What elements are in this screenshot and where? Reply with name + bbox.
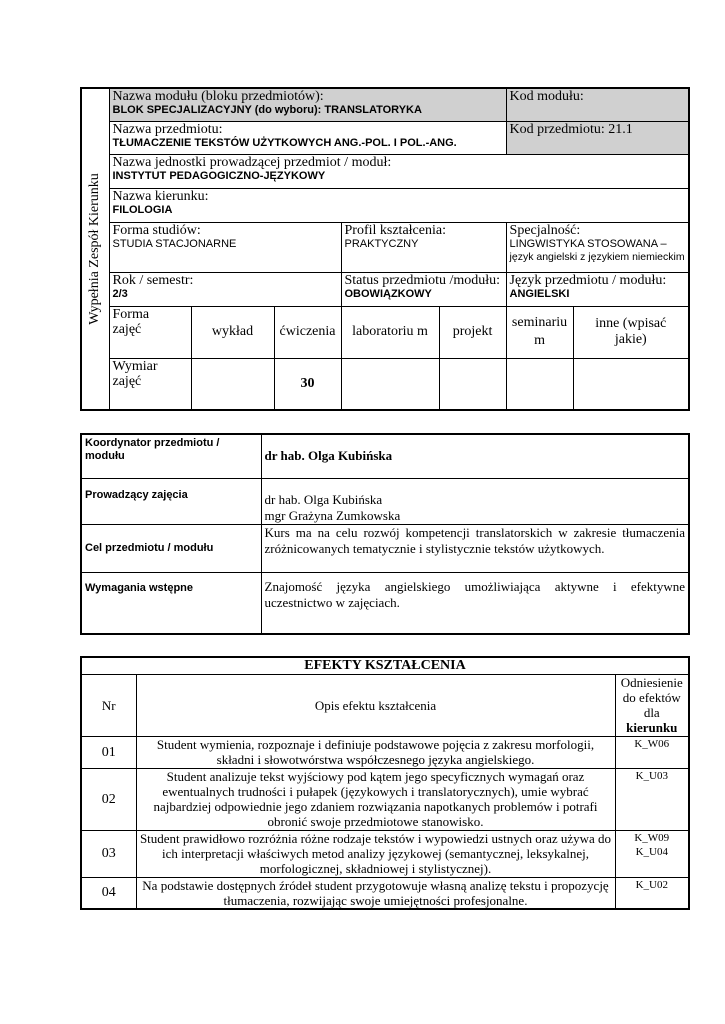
form-label-2: zajęć xyxy=(112,321,142,337)
hours-other xyxy=(573,358,689,410)
hours-seminar xyxy=(506,358,573,410)
form-label-cell xyxy=(109,306,191,358)
hours-label-1: Wymiar xyxy=(112,358,158,374)
side-label: Wypełnia Zespół Kierunku xyxy=(87,173,103,325)
coordinator-label: Koordynator przedmiotu / modułu xyxy=(81,434,261,478)
status-label: Status przedmiotu /modułu: xyxy=(344,272,501,288)
table-row xyxy=(81,736,689,768)
col-ref-header xyxy=(615,674,689,736)
hours-label-2: zajęć xyxy=(112,373,142,389)
requirements-value: Znajomość języka angielskiego umożliwiająca aktywne i efektywne uczestnictwo w zajęciach. xyxy=(261,572,689,634)
row-ref: K_U02 xyxy=(615,877,689,909)
goal-value: Kurs ma na celu rozwój kompetencji translatorskich w zakresie tłumaczenia zróżnicowanych tematycznie i stylistycznie tekstów użytkowych. xyxy=(261,524,689,572)
language-label: Język przedmiotu / modułu: xyxy=(509,272,667,288)
unit-value: INSTYTUT PEDAGOGICZNO-JĘZYKOWY xyxy=(112,169,326,182)
row-nr: 02 xyxy=(81,768,136,830)
year-value: 2/3 xyxy=(112,287,128,300)
language-cell xyxy=(506,272,689,306)
row-ref: K_W09 K_U04 xyxy=(615,830,689,877)
table-row xyxy=(81,768,689,830)
col-ref-label-1: Odniesienie do efektów dla xyxy=(620,675,683,720)
profile-cell xyxy=(341,222,506,272)
unit-cell xyxy=(109,154,689,188)
language-value: ANGIELSKI xyxy=(509,287,570,300)
module-name-value: BLOK SPECJALIZACYJNY (do wyboru): TRANSLATORYKA xyxy=(112,104,422,116)
row-ref: K_U03 xyxy=(615,768,689,830)
row-desc: Student prawidłowo rozróżnia różne rodzaje tekstów i wypowiedzi ustnych oraz używa do ich interpretacji właściwych metod analizy językowej (semantycznej, leksykalnej, morfologicznej, składniowej i stylistycznej). xyxy=(136,830,615,877)
row-nr: 01 xyxy=(81,736,136,768)
specialty-label: Specjalność: xyxy=(509,222,581,238)
effects-title: EFEKTY KSZTAŁCENIA xyxy=(81,657,689,674)
status-value: OBOWIĄZKOWY xyxy=(344,287,432,300)
row-desc: Student wymienia, rozpoznaje i definiuje podstawowe pojęcia z zakresu morfologii, składni i słowotwórstwa współczesnego języka angielskiego. xyxy=(136,736,615,768)
subject-name-cell xyxy=(109,121,506,154)
col-ref-label-2: kierunku xyxy=(626,720,678,735)
module-code-cell xyxy=(506,88,689,121)
status-cell xyxy=(341,272,506,306)
form-project: projekt xyxy=(439,306,506,358)
teacher-2: mgr Grażyna Zumkowska xyxy=(264,507,401,523)
specialty-cell xyxy=(506,222,689,272)
field-cell xyxy=(109,188,689,222)
form-label-1: Forma xyxy=(112,306,150,322)
field-label: Nazwa kierunku: xyxy=(112,188,209,204)
profile-label: Profil kształcenia: xyxy=(344,222,446,238)
module-name-label: Nazwa modułu (bloku przedmiotów): xyxy=(112,89,324,104)
col-nr-header: Nr xyxy=(81,674,136,736)
specialty-value-1: LINGWISTYKA STOSOWANA – xyxy=(509,237,667,250)
unit-label: Nazwa jednostki prowadzącej przedmiot / moduł: xyxy=(112,154,392,170)
teachers-label: Prowadzący zajęcia xyxy=(81,478,261,524)
subject-name-value: TŁUMACZENIE TEKSTÓW UŻYTKOWYCH ANG.-POL. I POL.-ANG. xyxy=(112,136,457,149)
study-form-value: STUDIA STACJONARNE xyxy=(112,237,237,250)
table-row xyxy=(81,877,689,909)
hours-label-cell xyxy=(109,358,191,410)
study-form-label: Forma studiów: xyxy=(112,222,201,238)
hours-lecture xyxy=(191,358,274,410)
side-label-cell xyxy=(81,88,109,410)
row-ref: K_W06 xyxy=(615,736,689,768)
hours-laboratory xyxy=(341,358,439,410)
year-label: Rok / semestr: xyxy=(112,272,194,288)
module-code-label: Kod modułu: xyxy=(509,89,584,104)
effects-table xyxy=(80,656,690,910)
teacher-1: dr hab. Olga Kubińska xyxy=(264,491,383,507)
teachers-cell xyxy=(261,478,689,524)
form-laboratory: laboratoriu m xyxy=(341,306,439,358)
coordinator-table xyxy=(80,433,690,635)
row-nr: 04 xyxy=(81,877,136,909)
year-cell xyxy=(109,272,341,306)
specialty-value-2: język angielski z językiem niemieckim xyxy=(509,250,685,263)
col-desc-header: Opis efektu kształcenia xyxy=(136,674,615,736)
hours-exercises: 30 xyxy=(274,358,341,410)
module-info-table xyxy=(80,87,690,411)
row-desc: Na podstawie dostępnych źródeł student przygotowuje własną analizę tekstu i propozycję tłumaczenia, rozwijając swoje umiejętności profesjonalne. xyxy=(136,877,615,909)
form-exercises: ćwiczenia xyxy=(274,306,341,358)
goal-label: Cel przedmiotu / modułu xyxy=(81,524,261,572)
form-seminar: seminariu m xyxy=(506,306,573,358)
subject-code-label: Kod przedmiotu: 21.1 xyxy=(509,121,633,137)
module-name-cell xyxy=(109,88,506,121)
row-desc: Student analizuje tekst wyjściowy pod kątem jego specyficznych wymagań oraz ewentualnych trudności i pułapek (językowych i translatorycznych), umie wybrać najbardziej odpowiednie jego zdaniem rozwiązania napotkanych problemów i potrafi obronić swoje przedmiotowe stanowisko. xyxy=(136,768,615,830)
form-other: inne (wpisać jakie) xyxy=(573,306,689,358)
form-lecture: wykład xyxy=(191,306,274,358)
profile-value: PRAKTYCZNY xyxy=(344,237,419,250)
study-form-cell xyxy=(109,222,341,272)
table-row xyxy=(81,830,689,877)
requirements-label: Wymagania wstępne xyxy=(81,572,261,634)
subject-name-label: Nazwa przedmiotu: xyxy=(112,121,223,137)
field-value: FILOLOGIA xyxy=(112,203,173,216)
coordinator-value: dr hab. Olga Kubińska xyxy=(261,434,689,478)
hours-project xyxy=(439,358,506,410)
subject-code-cell xyxy=(506,121,689,154)
row-nr: 03 xyxy=(81,830,136,877)
